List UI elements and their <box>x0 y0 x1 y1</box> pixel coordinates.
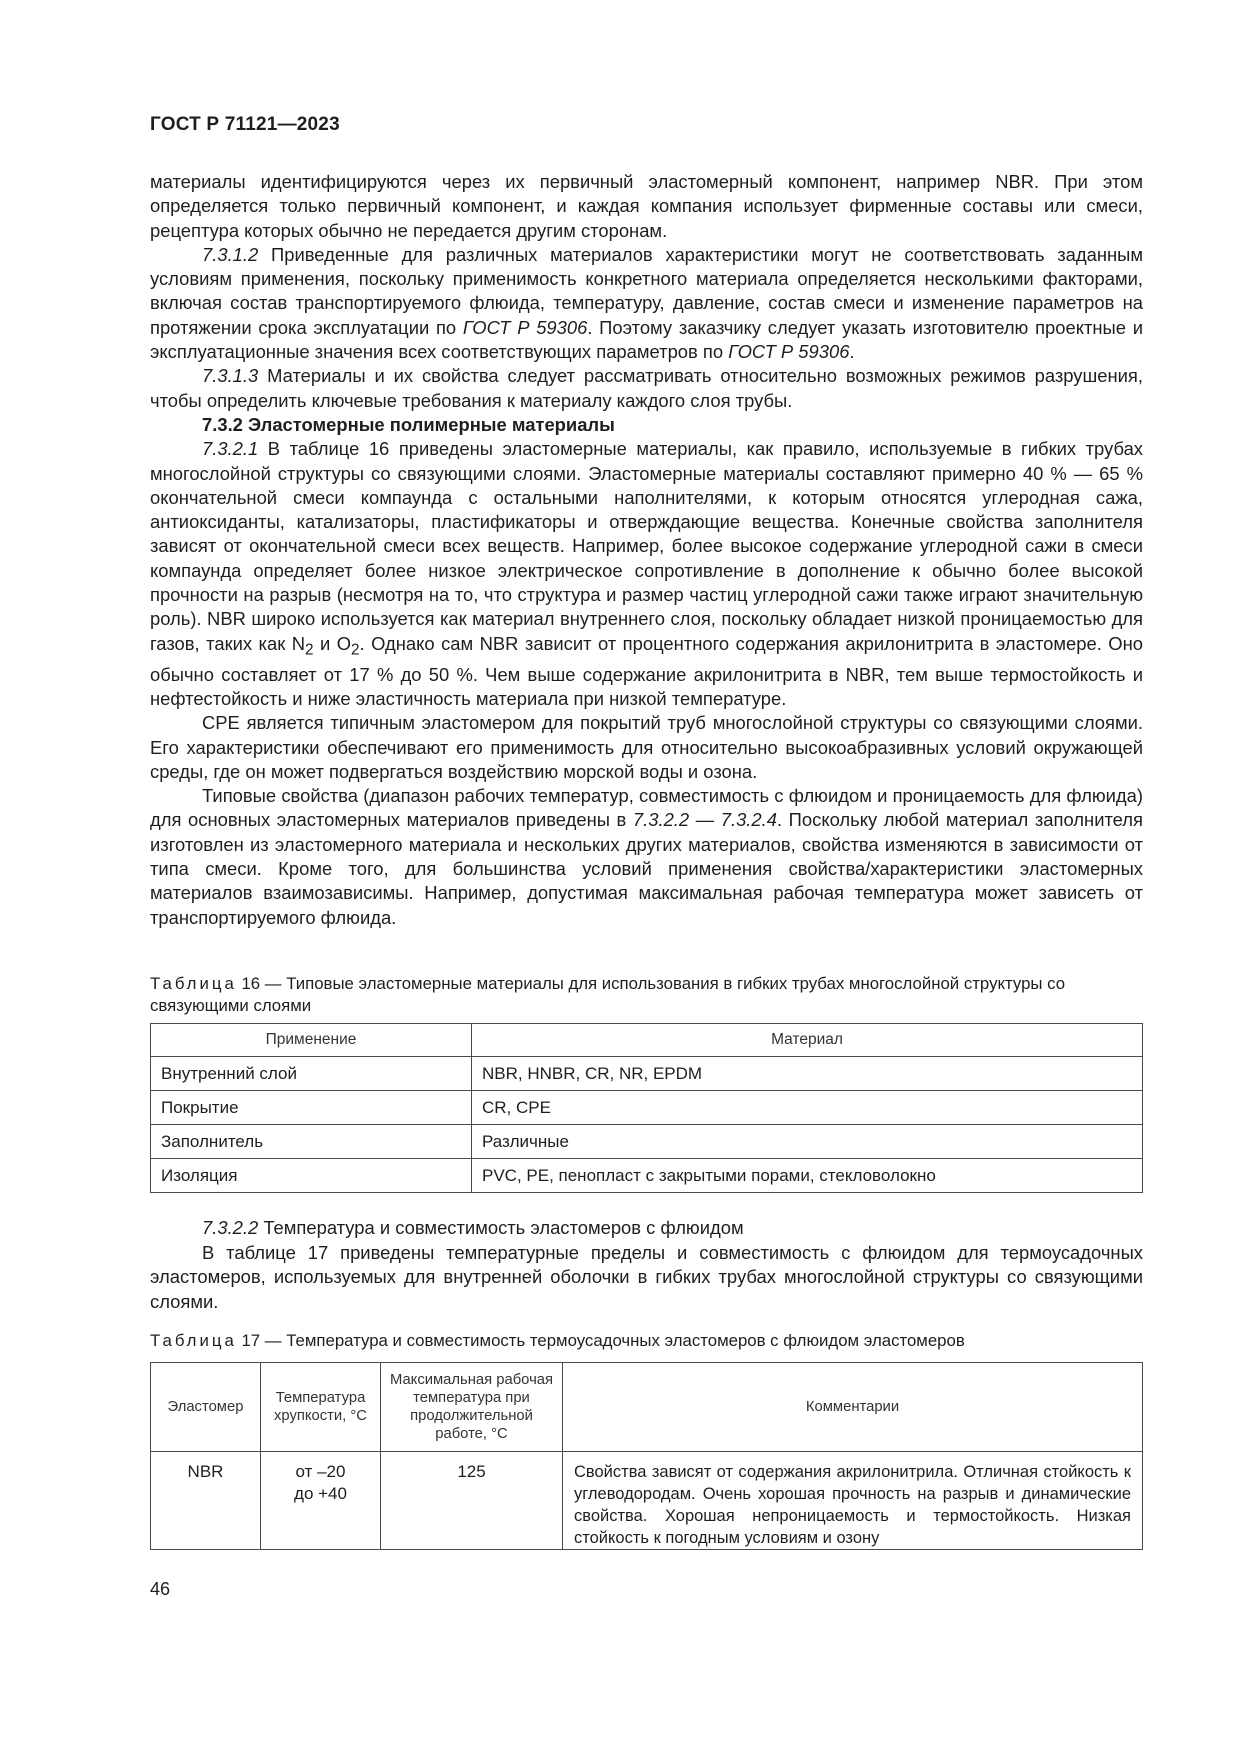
column-header: Максимальная рабочая температура при продолжительной работе, °С <box>381 1363 563 1452</box>
paragraph: материалы идентифицируются через их первичный эластомерный компонент, например NBR. При этом определяется только первичный компонент, и каждая компания использует фирменные составы или смеси, рецептура которых обычно не передается другим сторонам. <box>150 171 1143 241</box>
table-cell: PVC, PE, пенопласт с закрытыми порами, стекловолокно <box>472 1159 1143 1193</box>
section-heading-7-3-2: 7.3.2 Эластомерные полимерные материалы <box>202 413 615 435</box>
standard-reference: ГОСТ Р 59306 <box>728 341 850 363</box>
column-header: Температура хрупкости, °С <box>261 1363 381 1452</box>
paragraph-7-3-2-1: 7.3.2.1 В таблице 16 приведены эластомерные материалы, как правило, используемые в гибких трубах многослойной структуры со связующими слоями. Эластомерные материалы составляют примерно 40 % — 65 % окончательной смеси компаунда с остальными наполнителями, к которым относятся углеродная сажа, антиоксиданты, катализаторы, пластификаторы и отверждающие вещества. Конечные свойства заполнителя зависят от окончательной смеси всех веществ. Например, более высокое содержание углеродной сажи в смеси компаунда определяет более низкое электрическое сопротивление в дополнение к обычно более высокой прочности на разрыв (несмотря на то, что структура и размер частиц углеродной сажи также играют значительную роль). NBR широко используется как материал внутреннего слоя, поскольку обладает низкой проницаемостью для газов, таких как $N_2$ и $O_2$. Однако сам NBR зависит от процентного содержания акрилонитрита в эластомере. Оно обычно составляет от 17 % до 50 %. Чем выше содержание акрилонитрита в NBR, тем выше термостойкость и нефтестойкость и ниже эластичность материала при низкой температуре. <box>150 438 1143 709</box>
table-16 <box>150 1023 1143 1193</box>
column-header: Комментарии <box>563 1363 1143 1452</box>
column-header: Эластомер <box>151 1363 261 1452</box>
table-row <box>151 1452 1143 1550</box>
table-cell: Заполнитель <box>151 1125 472 1159</box>
table-cell-elastomer: NBR <box>151 1452 261 1550</box>
paragraph: CPE является типичным эластомером для покрытий труб многослойной структуры со связующими слоями. Его характеристики обеспечивают его применимость для относительно высокоабразивных условий окружающей среды, где он может подвергаться воздействию морской воды и озона. <box>150 712 1143 782</box>
table-header-row <box>151 1363 1143 1452</box>
table-16-caption: Таблица 16 — Типовые эластомерные материалы для использования в гибких трубах многослойной структуры со связующими слоями <box>150 974 1066 1015</box>
body-text <box>150 170 1143 930</box>
column-header: Применение <box>151 1024 472 1057</box>
table-cell: NBR, HNBR, CR, NR, EPDM <box>472 1057 1143 1091</box>
table-cell-comment: Свойства зависят от содержания акрилонитрила. Отличная стойкость к углеводородам. Очень хорошая прочность на разрыв и динамические свойства. Хорошая непроницаемость и термостойкость. Низкая стойкость к погодным условиям и озону <box>563 1452 1143 1550</box>
table-row <box>151 1159 1143 1193</box>
section-reference: 7.3.2.2 — 7.3.2.4 <box>632 809 777 831</box>
table-header-row <box>151 1024 1143 1057</box>
table-row <box>151 1091 1143 1125</box>
table-cell-max-temp: 125 <box>381 1452 563 1550</box>
table-cell: Покрытие <box>151 1091 472 1125</box>
section-7-3-2-2 <box>150 1216 1143 1314</box>
table-row <box>151 1125 1143 1159</box>
document-page <box>150 0 1143 1754</box>
table-cell: CR, CPE <box>472 1091 1143 1125</box>
table-17-caption: Таблица 17 — Температура и совместимость термоусадочных эластомеров с флюидом эластомеров <box>150 1331 965 1350</box>
table-cell: Различные <box>472 1125 1143 1159</box>
page-number: 46 <box>150 1579 171 1599</box>
table-cell-brittle-temp: от –20 до +40 <box>261 1452 381 1550</box>
paragraph: В таблице 17 приведены температурные пределы и совместимость с флюидом для термоусадочных эластомеров, используемых для внутренней оболочки в гибких трубах многослойной структуры со связующими слоями. <box>150 1241 1143 1312</box>
table-cell: Изоляция <box>151 1159 472 1193</box>
table-row <box>151 1057 1143 1091</box>
document-header: ГОСТ Р 71121—2023 <box>150 114 340 135</box>
paragraph-7-3-1-2: 7.3.1.2 Приведенные для различных материалов характеристики могут не соответствовать заданным условиям применения, поскольку применимость конкретного материала определяется несколькими факторами, включая состав транспортируемого флюида, температуру, давление, состав смеси и изменение параметров на протяжении срока эксплуатации по ГОСТ Р 59306. Поэтому заказчику следует указать изготовителю проектные и эксплуатационные значения всех соответствующих параметров по ГОСТ Р 59306. <box>150 243 1143 363</box>
column-header: Материал <box>472 1024 1143 1057</box>
paragraph: Типовые свойства (диапазон рабочих температур, совместимость с флюидом и проницаемость для флюида) для основных эластомерных материалов приведены в 7.3.2.2 — 7.3.2.4. Поскольку любой материал заполнителя изготовлен из эластомерного материала и нескольких других материалов, свойства изменяются в зависимости от типа смеси. Кроме того, для большинства условий применения свойства/характеристики эластомерных материалов взаимозависимы. Например, допустимая максимальная рабочая температура может зависеть от транспортируемого флюида. <box>150 785 1143 928</box>
paragraph-7-3-1-3: 7.3.1.3 Материалы и их свойства следует рассматривать относительно возможных режимов разрушения, чтобы определить ключевые требования к материалу каждого слоя трубы. <box>150 365 1143 411</box>
standard-reference: ГОСТ Р 59306 <box>462 316 588 338</box>
section-heading: 7.3.2.2 Температура и совместимость эластомеров с флюидом <box>202 1217 744 1238</box>
table-cell: Внутренний слой <box>151 1057 472 1091</box>
table-17 <box>150 1362 1143 1550</box>
